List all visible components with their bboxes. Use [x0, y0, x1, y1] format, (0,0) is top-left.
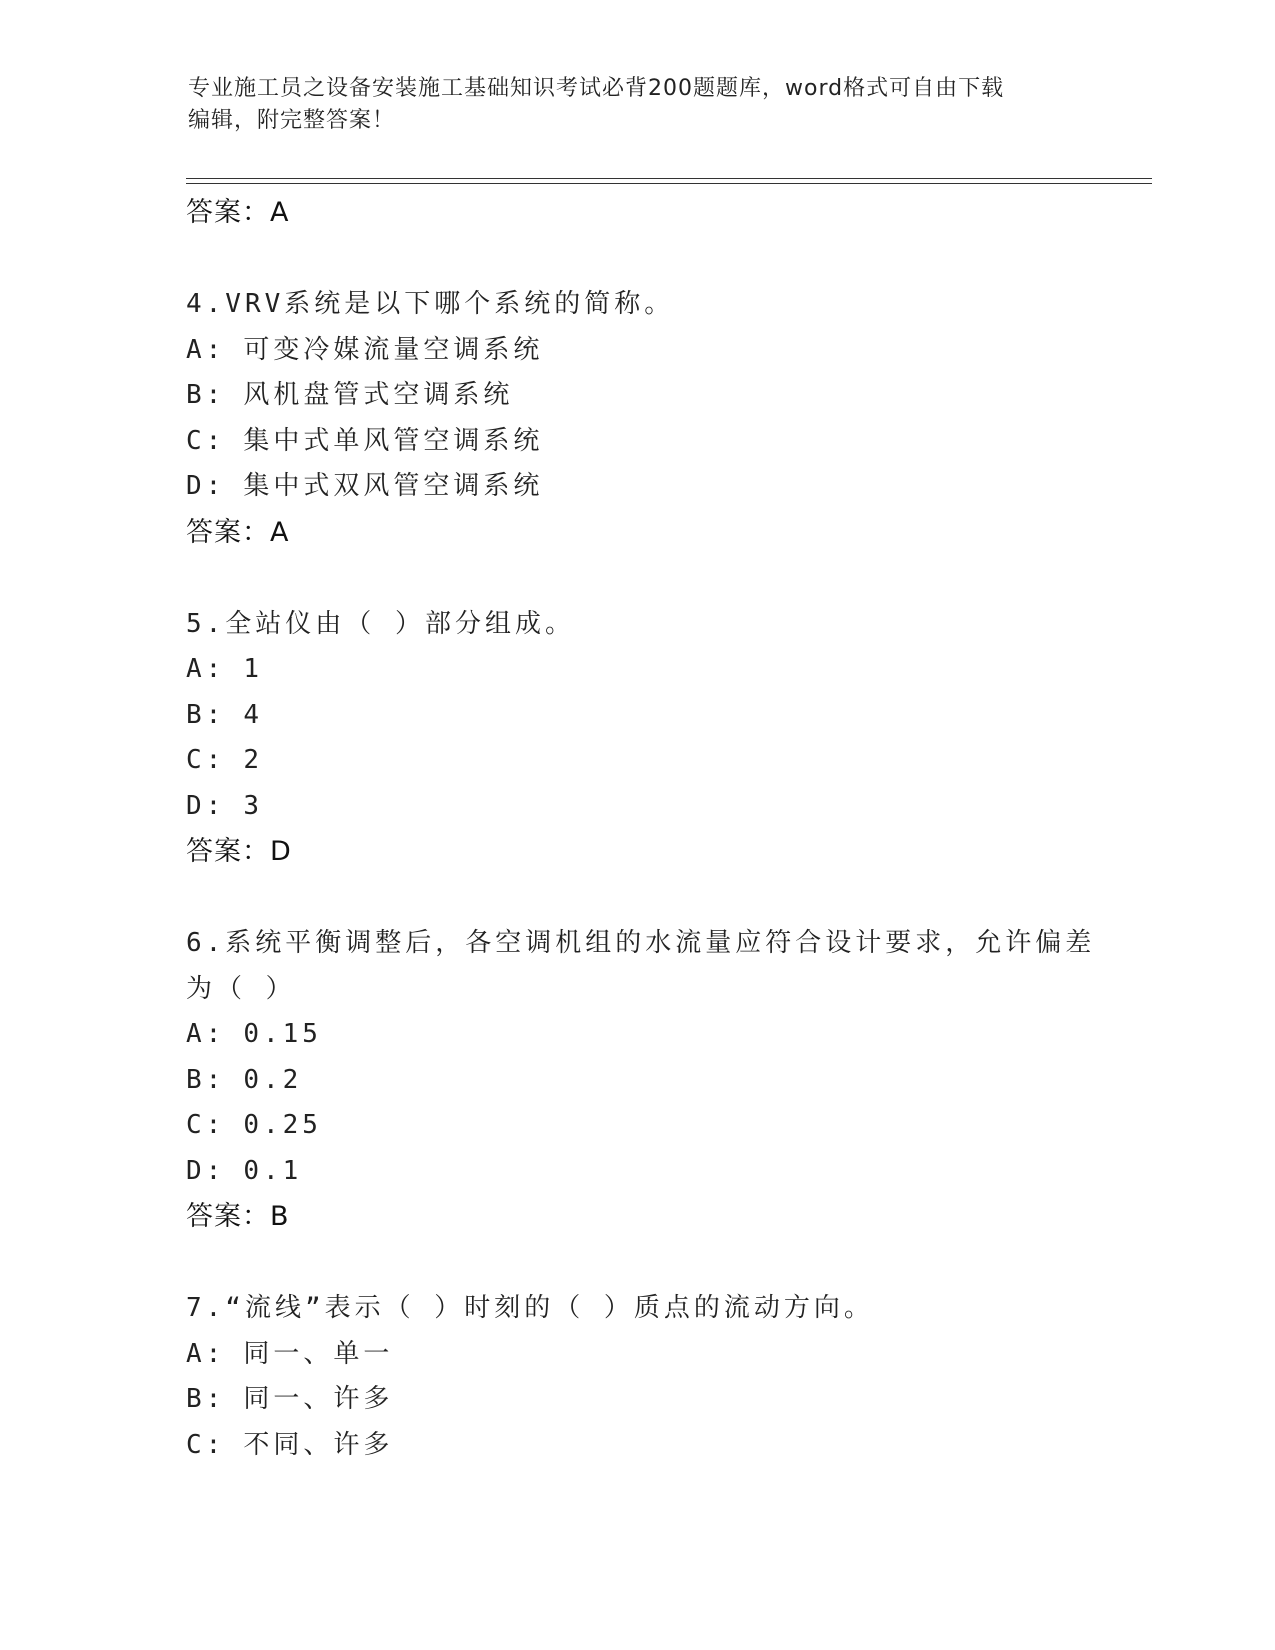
option-text: 风机盘管式空调系统	[243, 380, 514, 410]
question-text: 4.VRV系统是以下哪个系统的简称。	[186, 289, 675, 319]
answer-option	[186, 693, 1146, 739]
option-letter: B:	[186, 380, 226, 410]
question-text: 7.“流线”表示（ ）时刻的（ ）质点的流动方向。	[186, 1293, 874, 1323]
answer-option	[186, 1149, 1146, 1195]
answer-option	[186, 738, 1146, 784]
option-letter: A:	[186, 1019, 226, 1049]
option-letter: A:	[186, 654, 226, 684]
option-text: 0.1	[243, 1155, 303, 1186]
option-letter: A:	[186, 1338, 226, 1369]
option-letter: C:	[186, 745, 226, 775]
option-text: 同一、单一	[243, 1338, 394, 1369]
header-line-2: 编辑，附完整答案！	[188, 108, 396, 133]
option-text: 4	[243, 699, 263, 730]
answer-option	[186, 1103, 1146, 1149]
answer-option	[186, 464, 1146, 510]
answer-option	[186, 328, 1146, 374]
option-text: 集中式双风管空调系统	[243, 471, 544, 501]
answer-option	[186, 1332, 1146, 1378]
option-letter: B:	[186, 1064, 226, 1095]
option-text: 0.15	[243, 1019, 322, 1049]
answer-option	[186, 373, 1146, 419]
answer-option	[186, 1012, 1146, 1058]
previous-answer: 答案：A	[186, 197, 290, 228]
question-block	[186, 1286, 1146, 1468]
option-text: 不同、许多	[243, 1429, 394, 1460]
option-letter: C:	[186, 1429, 226, 1460]
answer-key: 答案：A	[186, 516, 290, 548]
question-block	[186, 921, 1146, 1240]
answer-option	[186, 1377, 1146, 1423]
option-letter: A:	[186, 334, 226, 365]
document-header	[188, 73, 1088, 137]
answer-option	[186, 419, 1146, 465]
option-letter: B:	[186, 699, 226, 730]
answer-option	[186, 1423, 1146, 1469]
option-text: 1	[243, 654, 263, 684]
option-text: 集中式单风管空调系统	[243, 425, 544, 456]
option-text: 同一、许多	[243, 1384, 394, 1414]
answer-option	[186, 647, 1146, 693]
option-letter: D:	[186, 790, 226, 821]
question-text: 为（ ）	[186, 973, 296, 1004]
option-letter: D:	[186, 1155, 226, 1186]
question-list	[186, 190, 1146, 1468]
header-line-1: 专业施工员之设备安装施工基础知识考试必背200题题库，word格式可自由下载	[188, 76, 1005, 101]
question-spacer	[186, 556, 1146, 602]
option-text: 0.25	[243, 1110, 322, 1140]
question-text: 5.全站仪由（ ）部分组成。	[186, 608, 575, 639]
option-text: 3	[243, 790, 263, 821]
option-text: 0.2	[243, 1064, 303, 1095]
answer-key: 答案：B	[186, 1201, 290, 1232]
answer-key: 答案：D	[186, 836, 292, 867]
header-divider-top	[186, 178, 1152, 179]
question-spacer	[186, 1240, 1146, 1286]
option-text: 2	[243, 745, 263, 775]
option-letter: C:	[186, 425, 226, 456]
answer-option	[186, 784, 1146, 830]
question-text: 6.系统平衡调整后，各空调机组的水流量应符合设计要求，允许偏差	[186, 928, 1096, 958]
question-spacer	[186, 875, 1146, 921]
option-letter: D:	[186, 471, 226, 501]
header-divider-bottom	[186, 183, 1152, 184]
option-letter: B:	[186, 1384, 226, 1414]
answer-option	[186, 1058, 1146, 1104]
question-block	[186, 282, 1146, 556]
question-spacer	[186, 236, 1146, 282]
option-text: 可变冷媒流量空调系统	[243, 334, 544, 365]
option-letter: C:	[186, 1110, 226, 1140]
question-block	[186, 602, 1146, 876]
